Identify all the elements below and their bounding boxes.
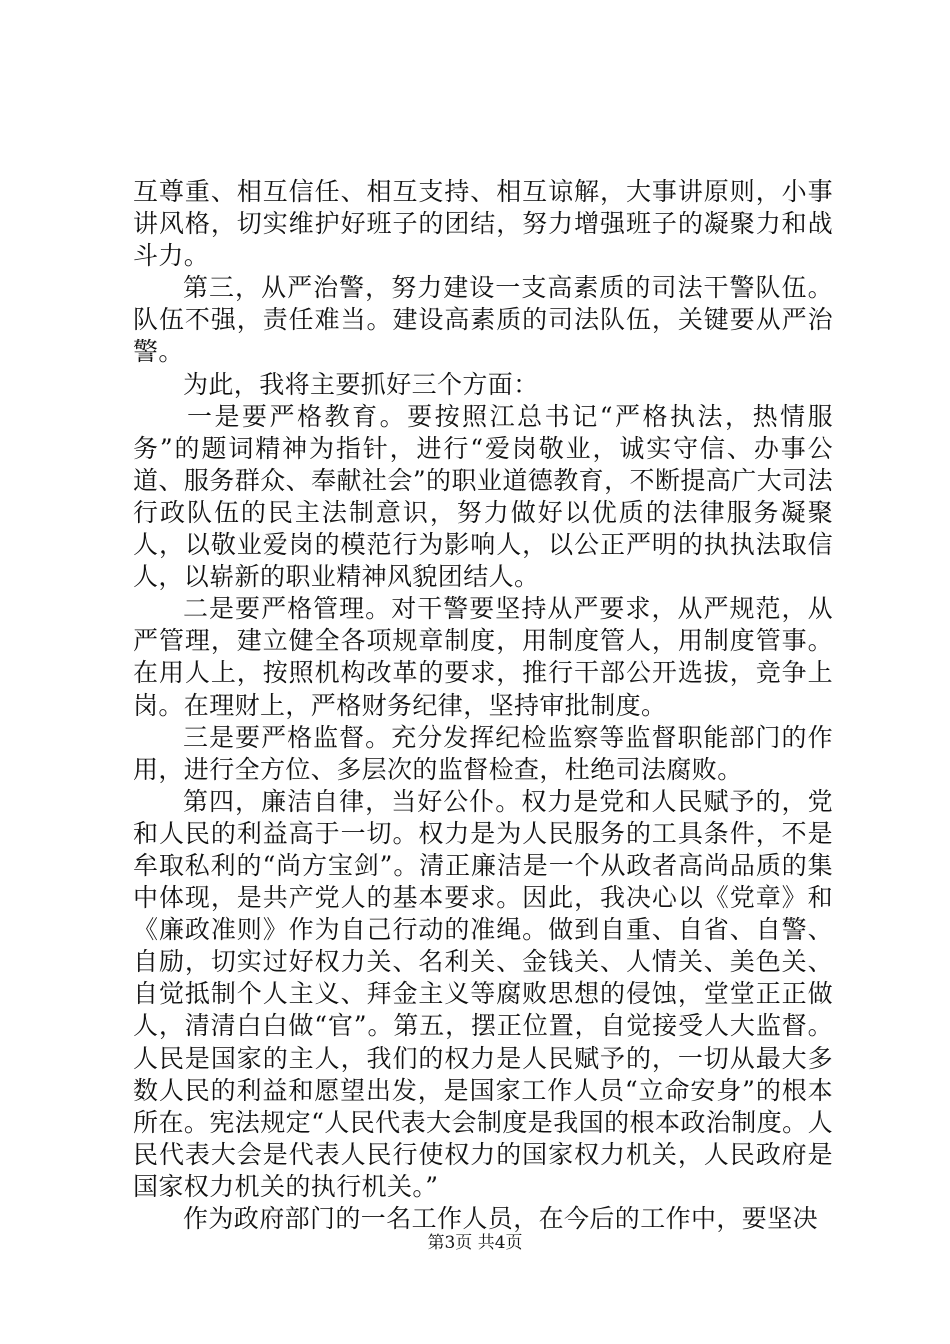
paragraph-3: 为此，我将主要抓好三个方面： (183, 369, 539, 399)
paragraph-6: 三是要严格监督。充分发挥纪检监察等监督职能部门的作用，进行全方位、多层次的监督检查，杜绝司法腐败。 (133, 722, 833, 784)
document-body (133, 176, 833, 1235)
paragraph-8: 作为政府部门的一名工作人员，在今后的工作中，要坚决 (183, 1204, 819, 1233)
paragraph-5: 二是要严格管理。对干警要坚持从严要求，从严规范，从严管理，建立健全各项规章制度，用制度管人，用制度管事。在用人上，按照机构改革的要求，推行干部公开选拔，竞争上岗。在理财上，严格财务纪律，坚持审批制度。 (133, 594, 833, 720)
paragraph-2: 第三，从严治警，努力建设一支高素质的司法干警队伍。队伍不强，责任难当。建设高素质的司法队伍，关键要从严治警。 (133, 273, 833, 367)
page-footer: 第3页 共4页 (427, 1233, 523, 1253)
paragraph-1: 互尊重、相互信任、相互支持、相互谅解，大事讲原则，小事讲风格，切实维护好班子的团结，努力增强班子的凝聚力和战斗力。 (133, 177, 833, 271)
paragraph-4: 一是要严格教育。要按照江总书记“严格执法，热情服务”的题词精神为指针，进行“爱岗敬业，诚实守信、办事公道、服务群众、奉献社会”的职业道德教育，不断提高广大司法行政队伍的民主法制意识，努力做好以优质的法律服务凝聚人，以敬业爱岗的模范行为影响人，以公正严明的执执法取信人，以崭新的职业精神风貌团结人。 (133, 401, 833, 592)
paragraph-7: 第四，廉洁自律，当好公仆。权力是党和人民赋予的，党和人民的利益高于一切。权力是为人民服务的工具条件，不是牟取私利的“尚方宝剑”。清正廉洁是一个从政者高尚品质的集中体现，是共产党人的基本要求。因此，我决心以《党章》和《廉政准则》作为自己行动的准绳。做到自重、自省、自警、自励，切实过好权力关、名利关、金钱关、人情关、美色关、自觉抵制个人主义、拜金主义等腐败思想的侵蚀，堂堂正正做人，清清白白做“官”。第五，摆正位置，自觉接受人大监督。人民是国家的主人，我们的权力是人民赋予的，一切从最大多数人民的利益和愿望出发，是国家工作人员“立命安身”的根本所在。宪法规定“人民代表大会制度是我国的根本政治制度。人民代表大会是代表人民行使权力的国家权力机关，人民政府是国家权力机关的执行机关。” (133, 786, 833, 1201)
